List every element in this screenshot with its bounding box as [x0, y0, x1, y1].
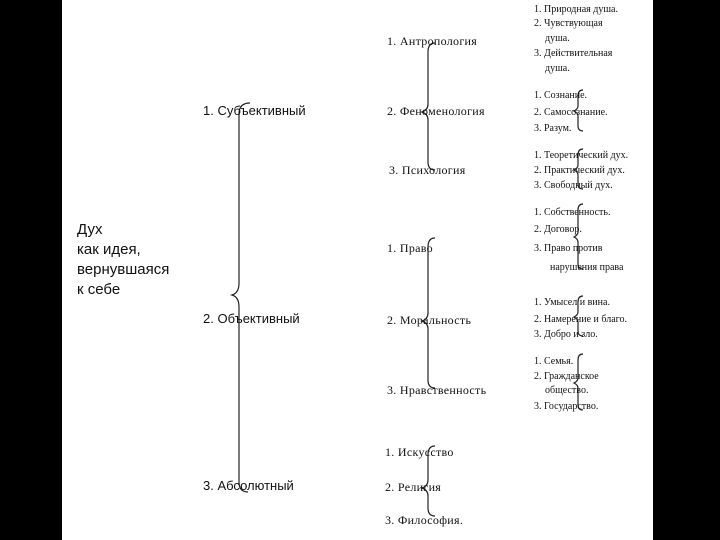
leaf-item: 1. Собственность. [534, 207, 611, 218]
node-religion: 2. Религия [385, 480, 442, 494]
leaf-item: нарушения права [550, 262, 624, 273]
leaf-item: 2. Чувствующая [534, 18, 603, 29]
leaf-item: 1. Умысел и вина. [534, 297, 610, 308]
leaf-item: 1. Теоретический дух. [534, 150, 629, 161]
root-line: как идея, [77, 241, 141, 258]
leaf-item: 3. Государство. [534, 401, 599, 412]
leaf-item: 1. Природная душа. [534, 4, 618, 15]
leaf-item: душа. [545, 33, 570, 44]
leaf-item: душа. [545, 63, 570, 74]
node-psychology: 3. Психология [389, 163, 466, 177]
leaf-item: 3. Действительная [534, 48, 613, 59]
leaf-item: 2. Самосознание. [534, 107, 608, 118]
leaf-item: общество. [545, 385, 589, 396]
node-ethical-life: 3. Нравственность [387, 383, 487, 397]
root-line: к себе [77, 281, 121, 298]
root-line: Дух [77, 221, 103, 238]
root-line: вернувшаяся [77, 261, 170, 278]
leaf-item: 2. Гражданское [534, 371, 599, 382]
root-label [77, 220, 169, 300]
diagram-slide [62, 0, 653, 540]
leaf-item: 3. Разум. [534, 123, 572, 134]
leaf-item: 3. Право против [534, 243, 603, 254]
leaf-item: 3. Свободный дух. [534, 180, 613, 191]
node-morality: 2. Моральность [387, 313, 472, 327]
node-art: 1. Искусство [385, 445, 454, 459]
leaf-item: 3. Добро и зло. [534, 329, 598, 340]
leaf-item: 2. Практический дух. [534, 165, 625, 176]
node-right: 1. Право [387, 241, 433, 255]
node-phenomenology: 2. Феноменология [387, 104, 485, 118]
root-brace [232, 103, 250, 492]
branch-absolute: 3. Абсолютный [203, 478, 294, 493]
branch-subjective: 1. Субъективный [203, 103, 306, 118]
leaf-item: 2. Договор. [534, 224, 582, 235]
leaf-item: 1. Семья. [534, 356, 574, 367]
leaf-item: 1. Сознание. [534, 90, 588, 101]
node-philosophy: 3. Философия. [385, 513, 464, 527]
node-anthropology: 1. Антропология [387, 34, 478, 48]
leaf-item: 2. Намерение и благо. [534, 314, 627, 325]
branch-objective: 2. Объективный [203, 311, 300, 326]
